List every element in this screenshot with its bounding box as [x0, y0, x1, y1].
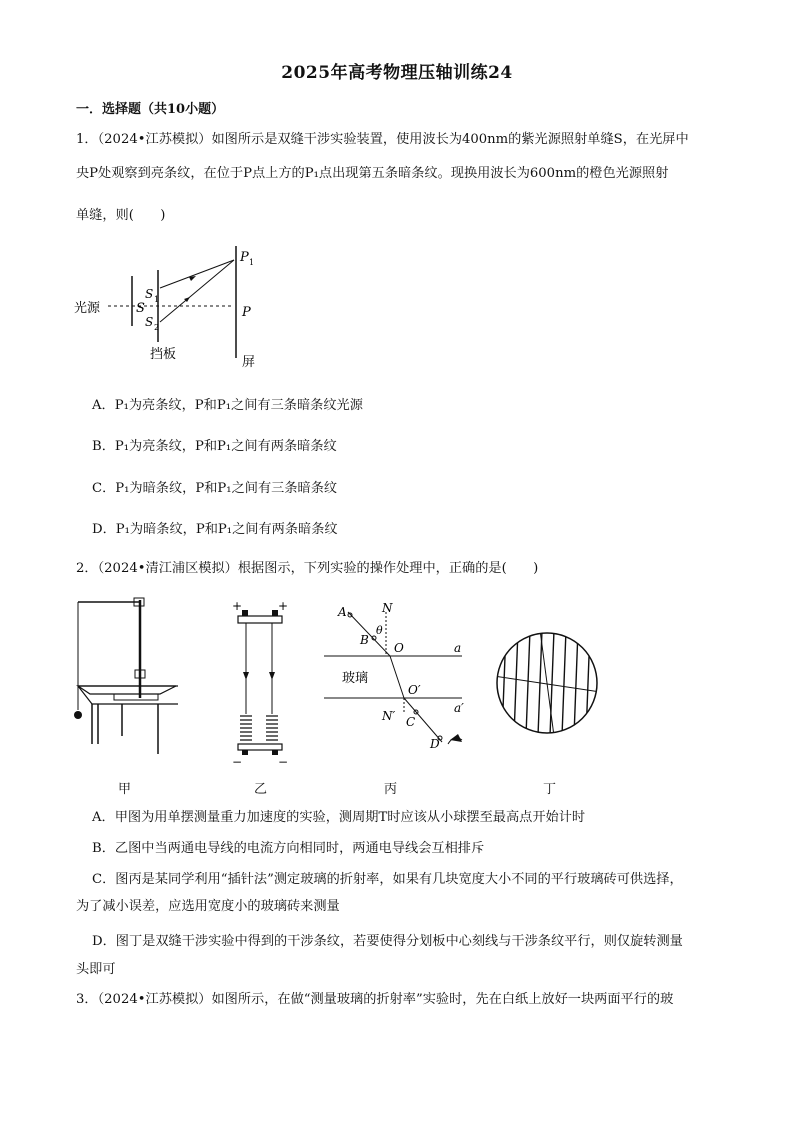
minus-left-label: −: [232, 755, 243, 766]
refraction-diagram: [320, 598, 480, 758]
point-p1-sub: 1: [249, 258, 255, 267]
slit-s1-sub: 1: [154, 295, 160, 304]
point-o-label: O: [394, 641, 404, 655]
surface-a-prime-label: a′: [454, 701, 464, 715]
point-a-label: A: [338, 605, 347, 619]
point-c-label: C: [406, 715, 416, 729]
baffle-label: 挡板: [150, 347, 177, 362]
point-p1-label: P: [240, 250, 249, 265]
q2-text-line1: 2．（2024•清江浦区模拟）根据图示，下列实验的操作处理中，正确的是( ): [76, 561, 539, 576]
minus-right-label: −: [278, 755, 289, 766]
slit-s2-sub: 2: [154, 323, 160, 332]
plus-left-label: +: [232, 599, 243, 613]
q2-option-c-cont: 为了减小误差，应选用宽度小的玻璃砖来测量: [76, 899, 340, 914]
q1-option-a: A．P₁为亮条纹，P和P₁之间有三条暗条纹光源: [92, 398, 363, 413]
figure-label-ding: 丁: [543, 782, 557, 797]
q1-text-line2: 央P处观察到亮条纹，在位于P点上方的P₁点出现第五条暗条纹。现换用波长为600nm的橙色光源照射: [76, 166, 669, 181]
point-o-prime-label: O′: [408, 683, 421, 697]
q3-text-line1: 3．（2024•江苏模拟）如图所示，在做“测量玻璃的折射率”实验时，先在白纸上放好一块两面平行的玻: [76, 992, 674, 1007]
screen-label: 屏: [242, 355, 256, 368]
glass-label: 玻璃: [342, 671, 369, 686]
q2-option-b: B．乙图中当两通电导线的电流方向相同时，两通电导线会互相排斥: [92, 841, 485, 856]
point-d-label: D: [430, 737, 440, 751]
slit-s2-label: S: [145, 315, 154, 329]
plus-right-label: +: [278, 599, 289, 613]
figure-label-bing: 丙: [384, 782, 398, 797]
double-slit-diagram: [70, 240, 280, 368]
normal-n-prime-label: N′: [382, 709, 396, 723]
q1-text-line3: 单缝，则( ): [76, 208, 166, 223]
pendulum-diagram: [72, 594, 182, 770]
point-b-label: B: [360, 633, 369, 647]
q1-text-line1: 1．（2024•江苏模拟）如图所示是双缝干涉实验装置，使用波长为400nm的紫光源照射单缝S，在光屏中: [76, 132, 689, 147]
angle-theta-label: θ: [376, 624, 383, 637]
light-source-label: 光源: [74, 301, 101, 316]
q2-option-a: A．甲图为用单摆测量重力加速度的实验，测周期T时应该从小球摆至最高点开始计时: [92, 810, 586, 825]
q1-option-c: C．P₁为暗条纹，P和P₁之间有三条暗条纹: [92, 481, 338, 496]
q2-option-d-cont: 头即可: [76, 962, 116, 977]
page-title: 2025年高考物理压轴训练24: [281, 63, 513, 83]
q1-option-b: B．P₁为亮条纹，P和P₁之间有两条暗条纹: [92, 439, 337, 454]
figure-label-yi: 乙: [254, 782, 268, 797]
section-heading: 一．选择题（共10小题）: [76, 102, 225, 117]
point-p-label: P: [242, 305, 251, 320]
slit-s-label: S: [136, 301, 145, 316]
slit-s1-label: S: [145, 287, 154, 301]
q2-option-c: C．图丙是某同学利用“插针法”测定玻璃的折射率，如果有几块宽度大小不同的平行玻璃砖可供选择，: [92, 872, 683, 887]
parallel-wires-diagram: [228, 596, 292, 766]
normal-n-label: N: [382, 601, 393, 615]
figure-label-jia: 甲: [118, 782, 132, 797]
interference-fringes-diagram: [494, 630, 600, 736]
surface-a-label: a: [454, 641, 462, 655]
q1-option-d: D．P₁为暗条纹，P和P₁之间有两条暗条纹: [92, 522, 338, 537]
q2-option-d: D．图丁是双缝干涉实验中得到的干涉条纹，若要使得分划板中心刻线与干涉条纹平行，则仅旋转测量: [92, 934, 683, 949]
